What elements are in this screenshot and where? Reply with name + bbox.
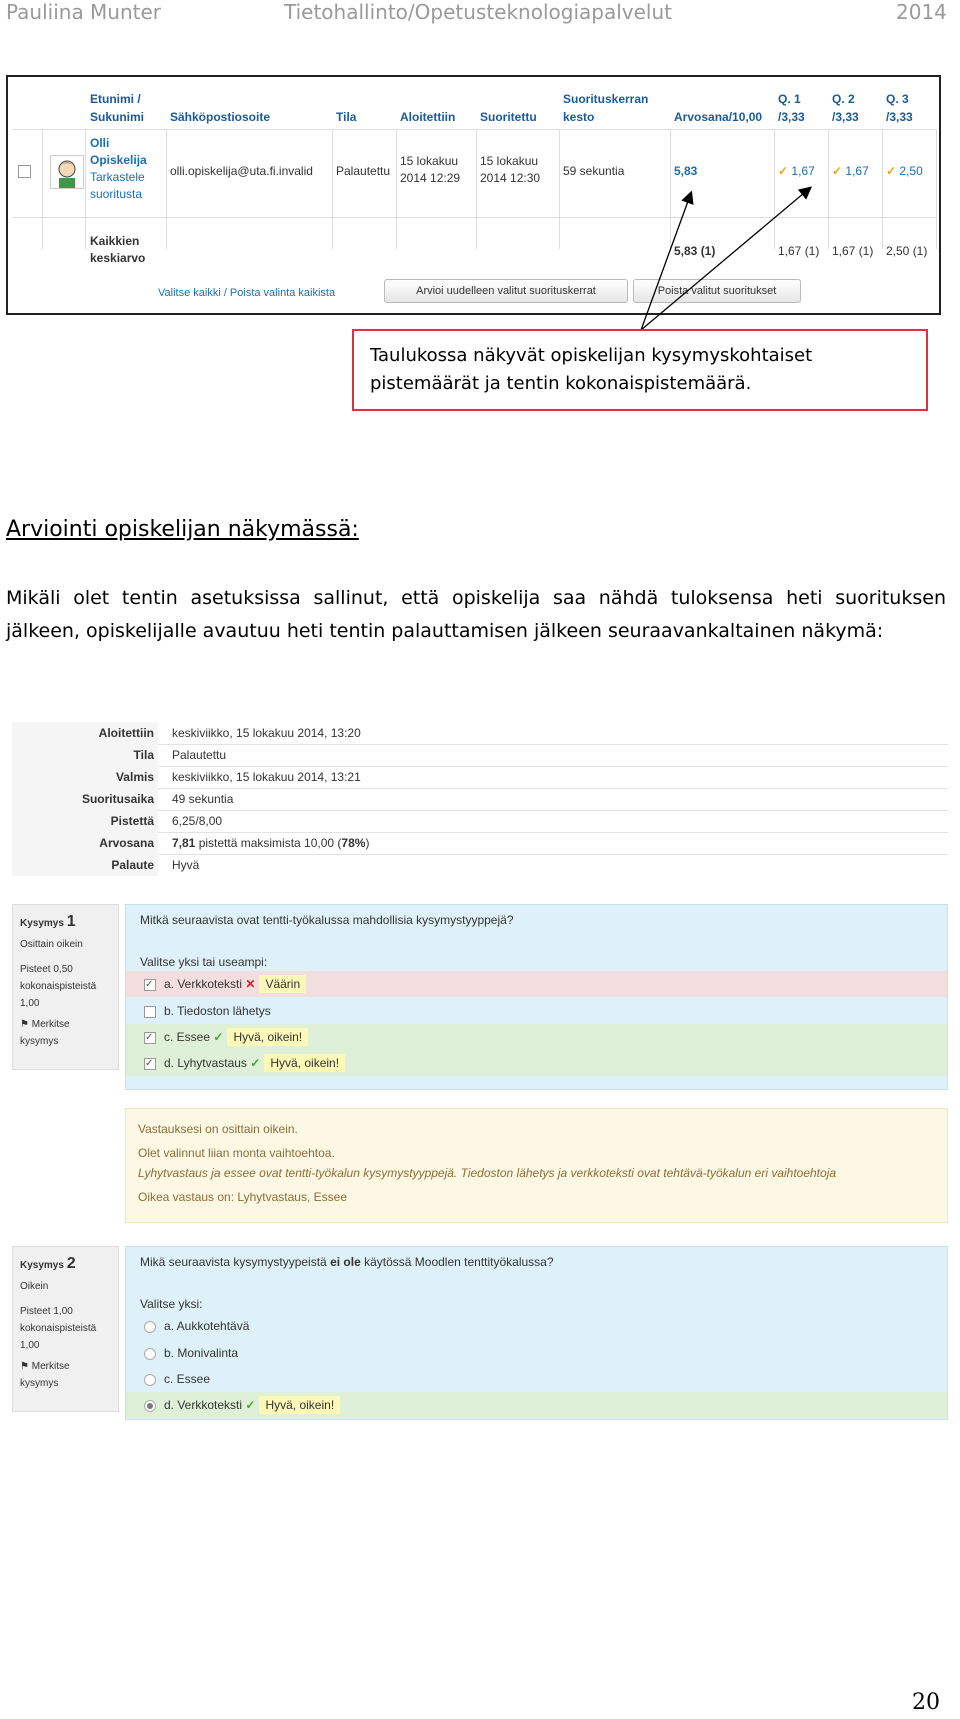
question-1-feedback: Vastauksesi on osittain oikein. Olet valinnut liian monta vaihtoehtoa. Lyhytvastaus ja essee ovat tentti-työkalun kysymystyyppejä. Tiedoston lähetys ja verkkoteksti ovat tehtävä-työkalun eri vaihtoehtoja Oikea vastaus on: Lyhytvastaus, Essee — [125, 1108, 948, 1223]
question-2-info: Kysymys 2 Oikein Pisteet 1,00 kokonaispisteistä 1,00 ⚑ Merkitse kysymys — [12, 1246, 119, 1412]
header-unit: Tietohallinto/Opetusteknologiapalvelut — [284, 0, 672, 24]
attempt-state: Palautettu — [336, 164, 391, 178]
page-number: 20 — [912, 1690, 940, 1715]
checkbox[interactable]: ✓ — [144, 1032, 156, 1044]
attempt-started: 15 lokakuu 2014 12:29 — [400, 154, 461, 185]
question-2-prompt: Valitse yksi: — [140, 1297, 203, 1311]
cross-icon: ✕ — [245, 977, 256, 991]
average-q2: 1,67 (1) — [832, 244, 874, 258]
question-2-body — [125, 1246, 948, 1420]
col-q3-header[interactable]: Q. 3 /3,33 — [886, 92, 913, 124]
q2-option-c[interactable]: c. Essee — [126, 1366, 947, 1392]
question-1-prompt: Valitse yksi tai useampi: — [140, 955, 268, 969]
col-duration-header[interactable]: Suorituskerran kesto — [563, 92, 649, 124]
intro-paragraph: Mikäli olet tentin asetuksissa sallinut, että opiskelija saa nähdä tuloksensa heti suorituksen jälkeen, opiskelijalle avautuu heti tentin palauttamisen jälkeen seuraavankaltainen näkymä: — [6, 587, 946, 642]
check-icon: ✓ — [213, 1030, 224, 1044]
section-heading: Arviointi opiskelijan näkymässä: — [6, 517, 359, 542]
summary-row: Aloitettiin keskiviikko, 15 lokakuu 2014, 13:20 — [12, 722, 948, 745]
check-icon: ✓ — [778, 164, 789, 178]
radio-button[interactable] — [144, 1321, 156, 1333]
col-completed-header[interactable]: Suoritettu — [480, 110, 537, 124]
flag-question-button[interactable]: ⚑ Merkitse kysymys — [20, 1361, 70, 1389]
col-q1-header[interactable]: Q. 1 /3,33 — [778, 92, 805, 124]
average-label: Kaikkien keskiarvo — [90, 234, 146, 265]
select-all-link[interactable]: Valitse kaikki / Poista valinta kaikista — [158, 287, 336, 299]
flag-icon: ⚑ — [20, 1019, 29, 1030]
average-grade: 5,83 (1) — [674, 244, 716, 258]
review-attempt-link[interactable]: Tarkastele suoritusta — [90, 170, 145, 201]
q2-option-a[interactable]: a. Aukkotehtävä — [126, 1313, 947, 1339]
student-email: olli.opiskelija@uta.fi.invalid — [170, 164, 313, 178]
summary-row: Pistettä 6,25/8,00 — [12, 810, 948, 833]
summary-row: Tila Palautettu — [12, 744, 948, 767]
col-email-header[interactable]: Sähköpostiosoite — [170, 110, 271, 124]
q3-score[interactable]: ✓ 2,50 — [886, 164, 923, 178]
q1-option-a[interactable]: ✓ a. Verkkoteksti ✕ Väärin — [126, 971, 947, 997]
radio-button[interactable] — [144, 1400, 156, 1412]
attempt-duration: 59 sekuntia — [563, 164, 625, 178]
header-author: Pauliina Munter — [6, 0, 162, 24]
q1-option-c[interactable]: ✓ c. Essee ✓ Hyvä, oikein! — [126, 1024, 947, 1050]
regrade-button[interactable]: Arvioi uudelleen valitut suorituskerrat — [384, 279, 628, 303]
check-icon: ✓ — [832, 164, 843, 178]
summary-row: Suoritusaika 49 sekuntia — [12, 788, 948, 811]
student-name[interactable]: Olli Opiskelija — [90, 136, 147, 167]
check-icon: ✓ — [245, 1398, 256, 1412]
question-2-text: Mikä seuraavista kysymystyypeistä ei ole käytössä Moodlen tenttityökalussa? — [140, 1255, 554, 1269]
q2-score[interactable]: ✓ 1,67 — [832, 164, 869, 178]
col-state-header[interactable]: Tila — [336, 110, 357, 124]
attempt-summary-table — [12, 722, 948, 882]
attempt-grade[interactable]: 5,83 — [674, 164, 698, 178]
average-q3: 2,50 (1) — [886, 244, 928, 258]
header-year: 2014 — [896, 0, 947, 24]
flag-icon: ⚑ — [20, 1361, 29, 1372]
q1-score[interactable]: ✓ 1,67 — [778, 164, 815, 178]
summary-row: Palaute Hyvä — [12, 854, 948, 876]
question-1-info: Kysymys 1 Osittain oikein Pisteet 0,50 kokonaispisteistä 1,00 ⚑ Merkitse kysymys — [12, 904, 119, 1070]
question-1-body — [125, 904, 948, 1090]
col-q2-header[interactable]: Q. 2 /3,33 — [832, 92, 859, 124]
q1-option-b[interactable]: b. Tiedoston lähetys — [126, 998, 947, 1024]
q1-option-d[interactable]: ✓ d. Lyhytvastaus ✓ Hyvä, oikein! — [126, 1050, 947, 1076]
checkbox[interactable]: ✓ — [144, 1058, 156, 1070]
callout-line-1: Taulukossa näkyvät opiskelijan kysymyskohtaiset — [370, 345, 813, 366]
summary-row: Valmis keskiviikko, 15 lokakuu 2014, 13:21 — [12, 766, 948, 789]
delete-attempts-button[interactable]: Poista valitut suoritukset — [633, 279, 801, 303]
checkbox[interactable] — [144, 1006, 156, 1018]
q2-option-b[interactable]: b. Monivalinta — [126, 1340, 947, 1366]
question-1-text: Mitkä seuraavista ovat tentti-työkalussa mahdollisia kysymystyyppejä? — [140, 913, 514, 927]
summary-row: Arvosana 7,81 pistettä maksimista 10,00 (78%) — [12, 832, 948, 855]
average-q1: 1,67 (1) — [778, 244, 820, 258]
check-icon: ✓ — [886, 164, 897, 178]
radio-button[interactable] — [144, 1348, 156, 1360]
radio-button[interactable] — [144, 1374, 156, 1386]
attempt-completed: 15 lokakuu 2014 12:30 — [480, 154, 541, 185]
col-grade-header[interactable]: Arvosana/10,00 — [674, 110, 763, 124]
checkbox[interactable]: ✓ — [144, 979, 156, 991]
callout-box — [352, 329, 928, 411]
q2-option-d[interactable]: d. Verkkoteksti ✓ Hyvä, oikein! — [126, 1392, 947, 1418]
callout-line-2: pistemäärät ja tentin kokonaispistemäärä. — [370, 373, 752, 394]
check-icon: ✓ — [250, 1056, 261, 1070]
col-name-header[interactable]: Etunimi / Sukunimi — [90, 92, 145, 124]
flag-question-button[interactable]: ⚑ Merkitse kysymys — [20, 1019, 70, 1047]
col-started-header[interactable]: Aloitettiin — [400, 110, 456, 124]
